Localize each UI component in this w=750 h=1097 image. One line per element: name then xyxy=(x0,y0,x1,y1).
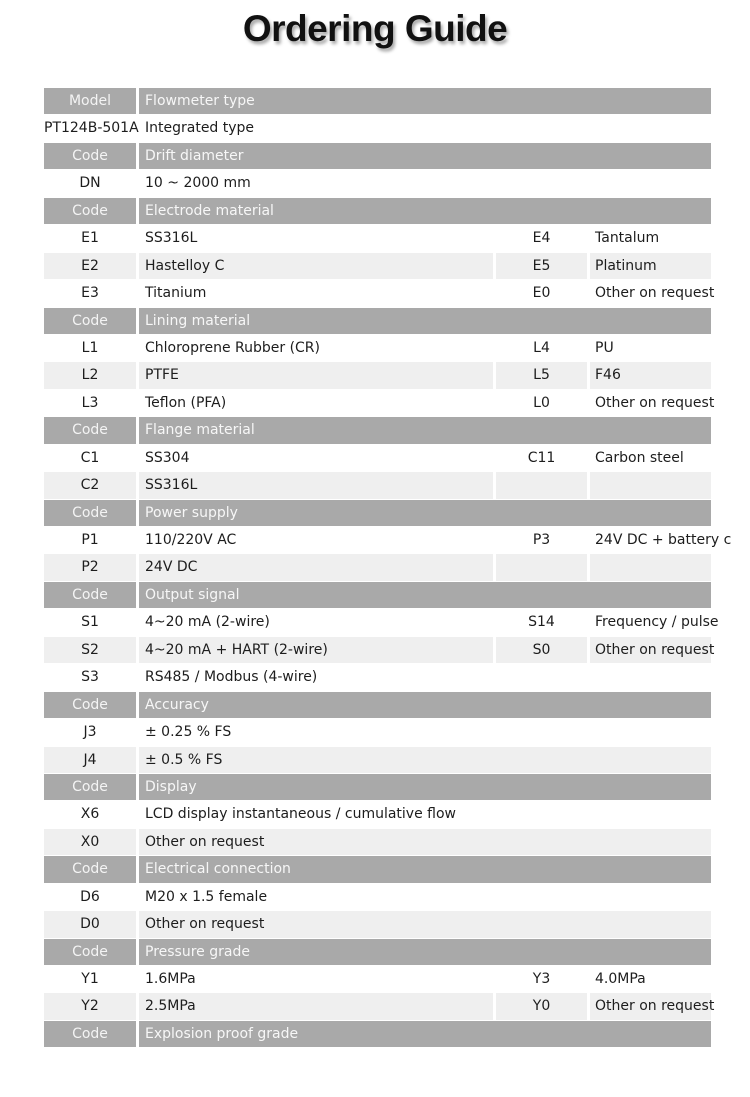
description-cell: ± 0.25 % FS xyxy=(139,719,711,745)
description-cell-secondary xyxy=(590,664,711,690)
description-cell-secondary: 24V DC + battery c xyxy=(590,527,711,553)
table-row xyxy=(44,911,711,938)
code-header-cell: Code xyxy=(44,417,136,443)
code-cell: E1 xyxy=(44,225,136,251)
code-header-cell: Code xyxy=(44,939,136,965)
description-cell-secondary: Other on request xyxy=(590,280,711,306)
description-cell: LCD display instantaneous / cumulative flow xyxy=(139,801,711,827)
code-cell: S3 xyxy=(44,664,136,690)
section-header-row xyxy=(44,198,711,225)
section-header-row xyxy=(44,88,711,115)
code-cell: D6 xyxy=(44,884,136,910)
code-cell-secondary: Y0 xyxy=(496,993,587,1019)
section-title-cell: Electrical connection xyxy=(139,856,711,882)
code-header-cell: Model xyxy=(44,88,136,114)
code-header-cell: Code xyxy=(44,774,136,800)
table-row xyxy=(44,884,711,911)
code-cell-secondary: P3 xyxy=(496,527,587,553)
table-row xyxy=(44,801,711,828)
table-row xyxy=(44,609,719,636)
code-cell: J4 xyxy=(44,747,136,773)
section-title-cell: Flowmeter type xyxy=(139,88,711,114)
code-cell: S1 xyxy=(44,609,136,635)
table-row xyxy=(44,280,715,307)
code-header-cell: Code xyxy=(44,692,136,718)
description-cell: Other on request xyxy=(139,829,711,855)
description-cell: 4~20 mA (2-wire) xyxy=(139,609,493,635)
section-title-cell: Power supply xyxy=(139,500,711,526)
section-header-row xyxy=(44,582,711,609)
description-cell-secondary: Frequency / pulse xyxy=(590,609,711,635)
section-title-cell: Lining material xyxy=(139,308,711,334)
page-title: Ordering Guide xyxy=(242,8,508,49)
description-cell: RS485 / Modbus (4-wire) xyxy=(139,664,493,690)
description-cell: 4~20 mA + HART (2-wire) xyxy=(139,637,493,663)
code-cell-secondary xyxy=(496,664,587,690)
section-header-row xyxy=(44,308,711,335)
table-row xyxy=(44,747,711,774)
code-cell: P2 xyxy=(44,554,136,580)
code-cell-secondary: L5 xyxy=(496,362,587,388)
section-header-row xyxy=(44,143,711,170)
table-row xyxy=(44,445,711,472)
description-cell: Other on request xyxy=(139,911,711,937)
code-cell-secondary xyxy=(496,554,587,580)
description-cell: SS316L xyxy=(139,225,493,251)
code-cell: L3 xyxy=(44,390,136,416)
description-cell-secondary: PU xyxy=(590,335,711,361)
code-cell-secondary: L0 xyxy=(496,390,587,416)
section-header-row xyxy=(44,856,711,883)
section-title-cell: Pressure grade xyxy=(139,939,711,965)
code-cell: J3 xyxy=(44,719,136,745)
code-cell: DN xyxy=(44,170,136,196)
table-row xyxy=(44,390,715,417)
code-cell: L2 xyxy=(44,362,136,388)
description-cell-secondary: Platinum xyxy=(590,253,711,279)
section-header-row xyxy=(44,1021,711,1048)
description-cell: Titanium xyxy=(139,280,493,306)
description-cell-secondary: Other on request xyxy=(590,993,711,1019)
description-cell-secondary xyxy=(590,472,711,498)
code-header-cell: Code xyxy=(44,856,136,882)
description-cell: 110/220V AC xyxy=(139,527,493,553)
table-row xyxy=(44,335,711,362)
description-cell: 2.5MPa xyxy=(139,993,493,1019)
description-cell: SS316L xyxy=(139,472,493,498)
table-row xyxy=(44,170,711,197)
code-cell-secondary: L4 xyxy=(496,335,587,361)
section-header-row xyxy=(44,500,711,527)
table-row xyxy=(44,966,711,993)
table-row xyxy=(44,253,711,280)
ordering-table xyxy=(44,88,732,1058)
code-cell: L1 xyxy=(44,335,136,361)
table-row xyxy=(44,637,715,664)
description-cell: 10 ~ 2000 mm xyxy=(139,170,711,196)
section-title-cell: Output signal xyxy=(139,582,711,608)
code-header-cell: Code xyxy=(44,308,136,334)
table-row xyxy=(44,554,711,581)
description-cell: Chloroprene Rubber (CR) xyxy=(139,335,493,361)
code-header-cell: Code xyxy=(44,500,136,526)
section-title-cell: Flange material xyxy=(139,417,711,443)
code-header-cell: Code xyxy=(44,582,136,608)
code-cell: E2 xyxy=(44,253,136,279)
code-header-cell: Code xyxy=(44,143,136,169)
code-cell-secondary: S14 xyxy=(496,609,587,635)
code-cell: X0 xyxy=(44,829,136,855)
description-cell: Integrated type xyxy=(139,115,711,141)
description-cell: PTFE xyxy=(139,362,493,388)
description-cell: Teflon (PFA) xyxy=(139,390,493,416)
section-title-cell: Display xyxy=(139,774,711,800)
code-cell: C1 xyxy=(44,445,136,471)
description-cell: Hastelloy C xyxy=(139,253,493,279)
code-cell: S2 xyxy=(44,637,136,663)
code-cell-secondary: E0 xyxy=(496,280,587,306)
code-cell: X6 xyxy=(44,801,136,827)
section-title-cell: Electrode material xyxy=(139,198,711,224)
description-cell: 1.6MPa xyxy=(139,966,493,992)
description-cell: ± 0.5 % FS xyxy=(139,747,711,773)
code-cell-secondary: S0 xyxy=(496,637,587,663)
section-header-row xyxy=(44,417,711,444)
description-cell-secondary xyxy=(590,554,711,580)
description-cell: M20 x 1.5 female xyxy=(139,884,711,910)
section-header-row xyxy=(44,774,711,801)
table-row xyxy=(44,829,711,856)
code-cell: Y2 xyxy=(44,993,136,1019)
section-title-cell: Explosion proof grade xyxy=(139,1021,711,1047)
description-cell: SS304 xyxy=(139,445,493,471)
description-cell: 24V DC xyxy=(139,554,493,580)
table-row xyxy=(44,115,711,142)
code-cell: Y1 xyxy=(44,966,136,992)
code-cell: C2 xyxy=(44,472,136,498)
description-cell-secondary: Carbon steel xyxy=(590,445,711,471)
code-cell-secondary xyxy=(496,472,587,498)
table-row xyxy=(44,225,711,252)
code-cell: E3 xyxy=(44,280,136,306)
section-header-row xyxy=(44,692,711,719)
code-header-cell: Code xyxy=(44,1021,136,1047)
table-row xyxy=(44,527,732,554)
table-row xyxy=(44,472,711,499)
table-row xyxy=(44,719,711,746)
description-cell-secondary: 4.0MPa xyxy=(590,966,711,992)
code-cell: D0 xyxy=(44,911,136,937)
description-cell-secondary: F46 xyxy=(590,362,711,388)
code-cell-secondary: Y3 xyxy=(496,966,587,992)
section-title-cell: Accuracy xyxy=(139,692,711,718)
description-cell-secondary: Tantalum xyxy=(590,225,711,251)
table-row xyxy=(44,362,711,389)
code-cell-secondary: E4 xyxy=(496,225,587,251)
code-cell: P1 xyxy=(44,527,136,553)
code-header-cell: Code xyxy=(44,198,136,224)
section-header-row xyxy=(44,939,711,966)
code-cell-secondary: C11 xyxy=(496,445,587,471)
code-cell-secondary: E5 xyxy=(496,253,587,279)
description-cell-secondary: Other on request xyxy=(590,390,711,416)
section-title-cell: Drift diameter xyxy=(139,143,711,169)
table-row xyxy=(44,664,711,691)
code-cell: PT124B-501A xyxy=(44,115,136,141)
description-cell-secondary: Other on request xyxy=(590,637,711,663)
table-row xyxy=(44,993,715,1020)
